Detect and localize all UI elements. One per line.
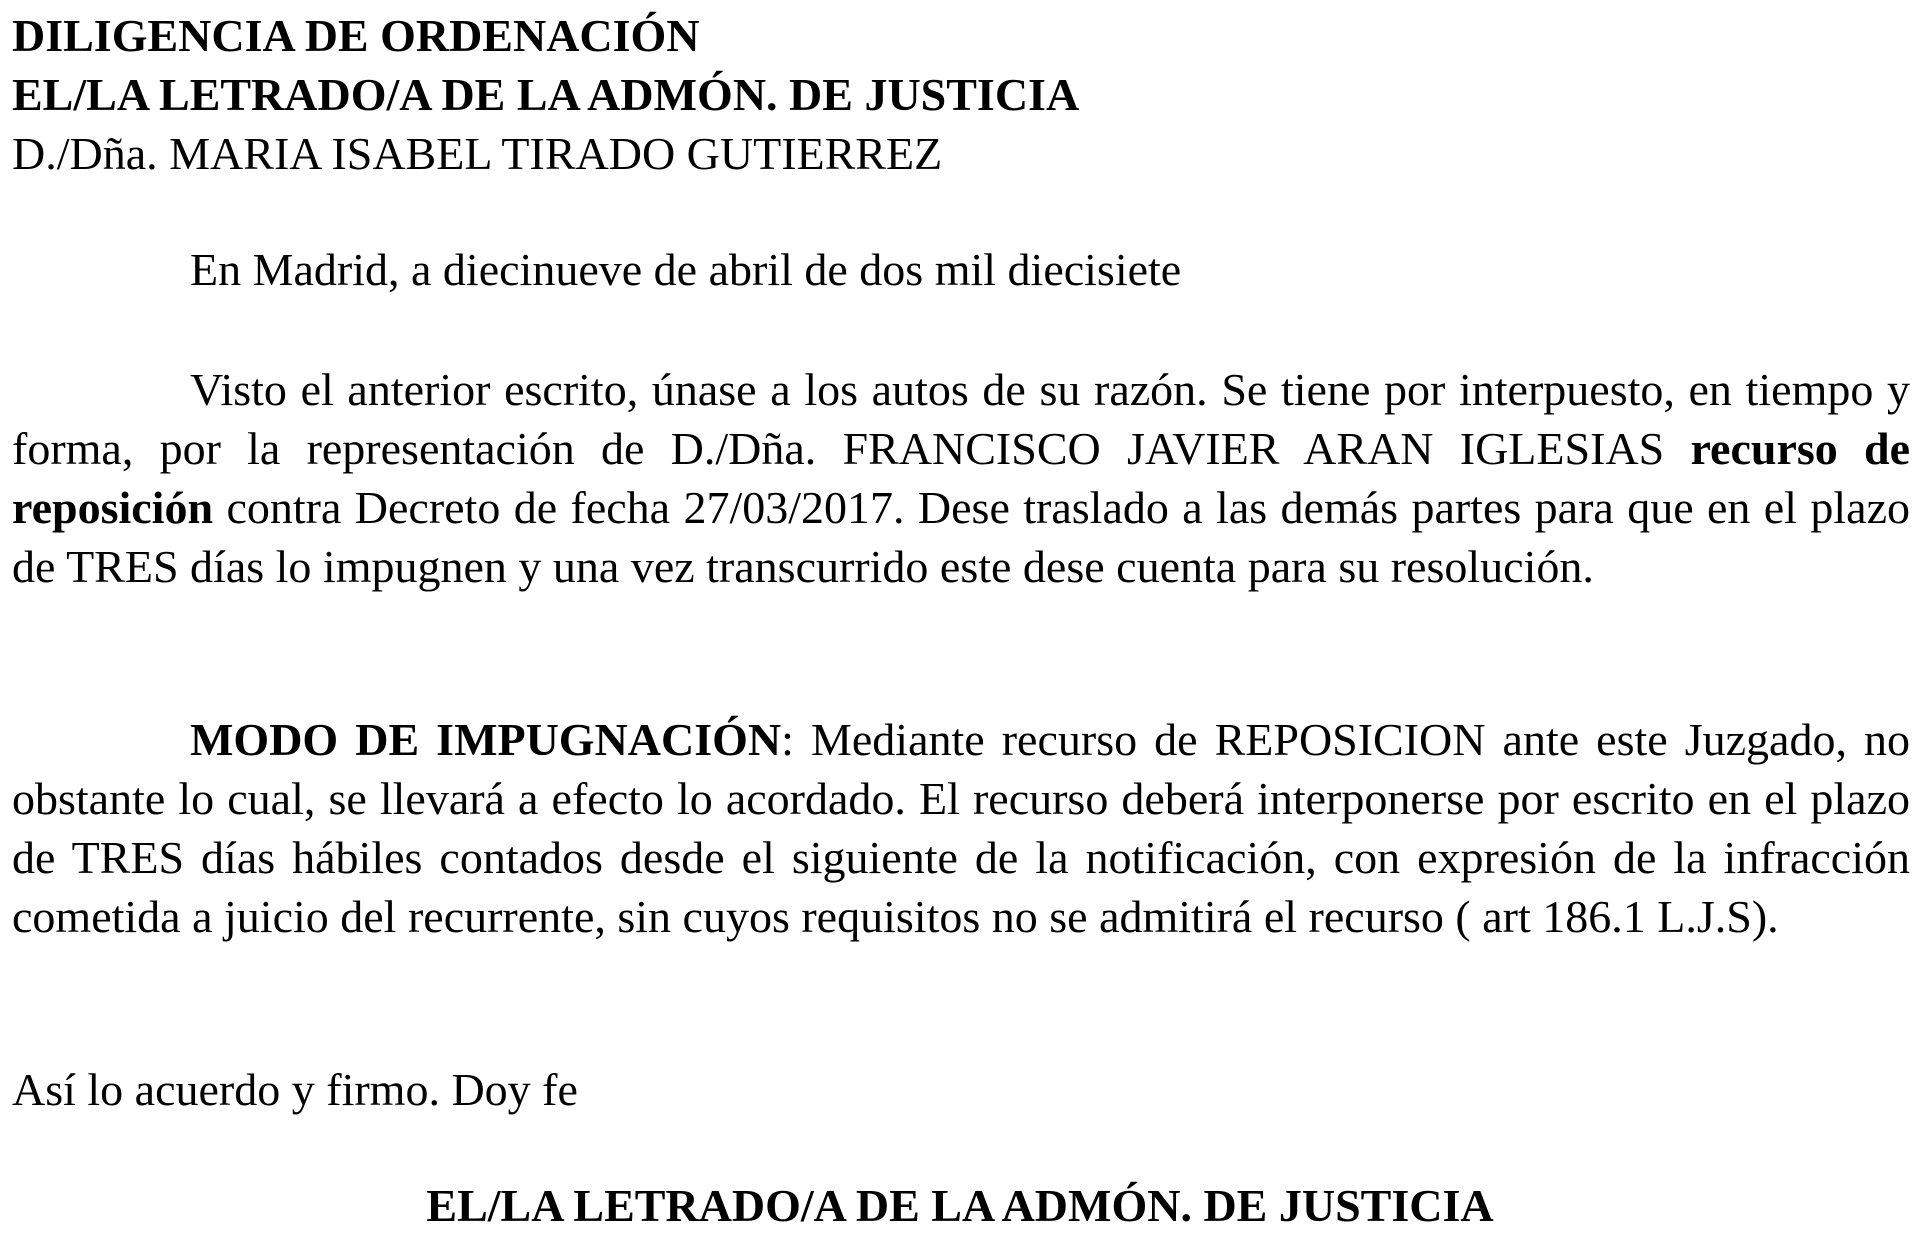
paragraph-impugnacion	[12, 710, 1910, 946]
document-title: DILIGENCIA DE ORDENACIÓN	[12, 10, 700, 61]
authority-title: EL/LA LETRADO/A DE LA ADMÓN. DE JUSTICIA	[12, 69, 1080, 120]
paragraph-resolution-text-1: Visto el anterior escrito, únase a los autos de su razón. Se tiene por interpuesto, en tiempo y forma, por la representación de D./Dña. FRANCISCO JAVIER ARAN IGLESIAS	[12, 364, 1910, 474]
date-line: En Madrid, a diecinueve de abril de dos mil diecisiete	[190, 244, 1182, 295]
paragraph-resolution	[12, 360, 1910, 596]
closing-line: Así lo acuerdo y firmo. Doy fe	[12, 1064, 578, 1115]
authority-name: D./Dña. MARIA ISABEL TIRADO GUTIERREZ	[12, 128, 943, 179]
paragraph-resolution-bold: recurso de reposición	[12, 423, 1910, 533]
impugnacion-text: : Mediante recurso de REPOSICION ante este Juzgado, no obstante lo cual, se llevará a efecto lo acordado. El recurso deberá interponerse por escrito en el plazo de TRES días hábiles contados desde el siguiente de la notificación, con expresión de la infracción cometida a juicio del recurrente, sin cuyos requisitos no se admitirá el recurso ( art 186.1 L.J.S).	[12, 714, 1911, 942]
paragraph-resolution-text-2: contra Decreto de fecha 27/03/2017. Dese traslado a las demás partes para que en el plazo de TRES días lo impugnen y una vez transcurrido este dese cuenta para su resolución.	[12, 482, 1910, 592]
signature-title: EL/LA LETRADO/A DE LA ADMÓN. DE JUSTICIA	[426, 1180, 1494, 1231]
document-header	[12, 6, 1912, 183]
impugnacion-heading: MODO DE IMPUGNACIÓN	[190, 714, 782, 765]
